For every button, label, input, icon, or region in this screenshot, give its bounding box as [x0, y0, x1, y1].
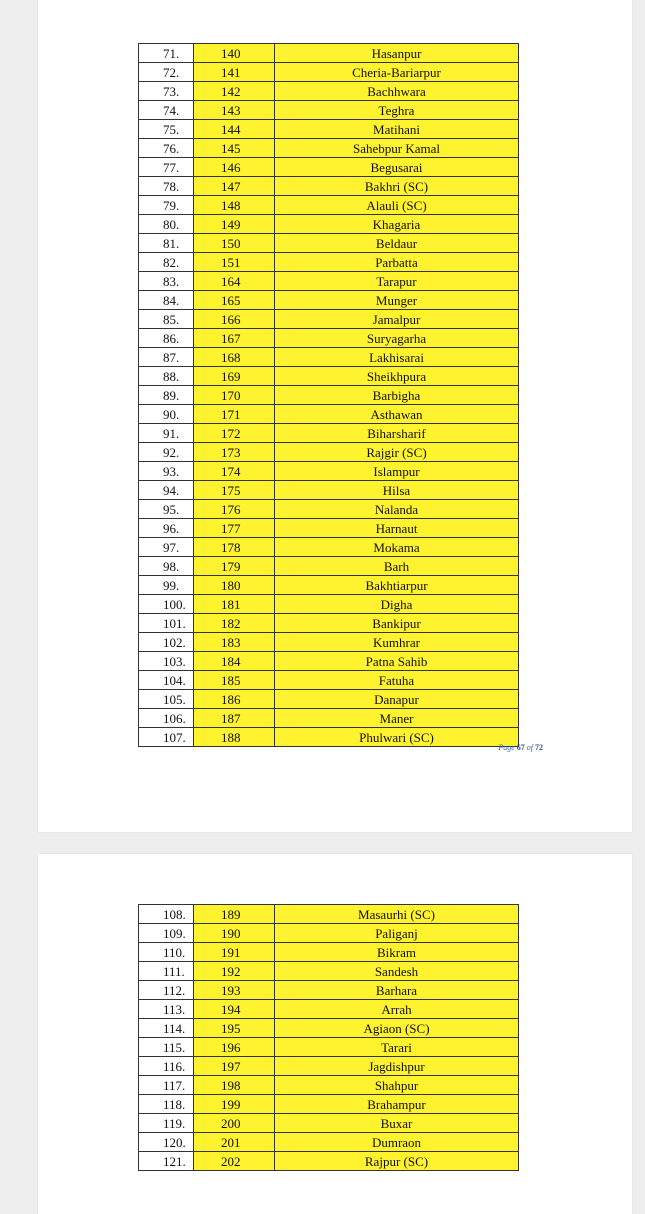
constituency-number-cell: 147 [194, 177, 275, 196]
constituency-number-cell: 190 [194, 924, 275, 943]
table-row [139, 1076, 519, 1095]
serial-number-cell: 118. [139, 1095, 194, 1114]
serial-number-cell: 86. [139, 329, 194, 348]
table-row [139, 1114, 519, 1133]
constituency-name-cell: Maner [275, 709, 519, 728]
constituency-name-cell: Danapur [275, 690, 519, 709]
constituency-number-cell: 197 [194, 1057, 275, 1076]
serial-number-cell: 119. [139, 1114, 194, 1133]
serial-number-cell: 102. [139, 633, 194, 652]
constituency-number-cell: 150 [194, 234, 275, 253]
constituency-name-cell: Biharsharif [275, 424, 519, 443]
constituency-number-cell: 187 [194, 709, 275, 728]
constituency-name-cell: Sheikhpura [275, 367, 519, 386]
constituency-name-cell: Tarari [275, 1038, 519, 1057]
table-row [139, 405, 519, 424]
constituency-number-cell: 194 [194, 1000, 275, 1019]
constituency-name-cell: Sahebpur Kamal [275, 139, 519, 158]
table-row [139, 481, 519, 500]
constituency-number-cell: 188 [194, 728, 275, 747]
constituency-number-cell: 173 [194, 443, 275, 462]
constituency-name-cell: Cheria-Bariarpur [275, 63, 519, 82]
total-page-count: 72 [535, 743, 543, 752]
table-row [139, 595, 519, 614]
serial-number-cell: 75. [139, 120, 194, 139]
table-row [139, 310, 519, 329]
constituency-number-cell: 174 [194, 462, 275, 481]
constituency-number-cell: 182 [194, 614, 275, 633]
serial-number-cell: 78. [139, 177, 194, 196]
table-row [139, 101, 519, 120]
table-row [139, 905, 519, 924]
constituency-name-cell: Suryagarha [275, 329, 519, 348]
constituency-number-cell: 176 [194, 500, 275, 519]
table-row [139, 367, 519, 386]
table-row [139, 614, 519, 633]
constituency-name-cell: Hilsa [275, 481, 519, 500]
table-row [139, 538, 519, 557]
table-row [139, 1152, 519, 1171]
constituency-name-cell: Barbigha [275, 386, 519, 405]
serial-number-cell: 73. [139, 82, 194, 101]
constituency-name-cell: Jamalpur [275, 310, 519, 329]
serial-number-cell: 87. [139, 348, 194, 367]
constituency-name-cell: Begusarai [275, 158, 519, 177]
constituency-number-cell: 198 [194, 1076, 275, 1095]
table-row [139, 981, 519, 1000]
serial-number-cell: 106. [139, 709, 194, 728]
constituency-name-cell: Dumraon [275, 1133, 519, 1152]
serial-number-cell: 104. [139, 671, 194, 690]
serial-number-cell: 120. [139, 1133, 194, 1152]
table-row [139, 253, 519, 272]
serial-number-cell: 72. [139, 63, 194, 82]
constituency-name-cell: Arrah [275, 1000, 519, 1019]
constituency-name-cell: Tarapur [275, 272, 519, 291]
constituency-number-cell: 193 [194, 981, 275, 1000]
serial-number-cell: 96. [139, 519, 194, 538]
constituency-name-cell: Bikram [275, 943, 519, 962]
serial-number-cell: 80. [139, 215, 194, 234]
constituency-number-cell: 149 [194, 215, 275, 234]
serial-number-cell: 95. [139, 500, 194, 519]
constituency-number-cell: 202 [194, 1152, 275, 1171]
constituency-name-cell: Bachhwara [275, 82, 519, 101]
constituency-name-cell: Masaurhi (SC) [275, 905, 519, 924]
constituency-name-cell: Brahampur [275, 1095, 519, 1114]
table-row [139, 633, 519, 652]
constituency-number-cell: 191 [194, 943, 275, 962]
constituency-name-cell: Hasanpur [275, 44, 519, 63]
serial-number-cell: 83. [139, 272, 194, 291]
constituency-number-cell: 195 [194, 1019, 275, 1038]
constituency-name-cell: Sandesh [275, 962, 519, 981]
constituency-number-cell: 178 [194, 538, 275, 557]
serial-number-cell: 74. [139, 101, 194, 120]
constituency-name-cell: Lakhisarai [275, 348, 519, 367]
constituency-name-cell: Beldaur [275, 234, 519, 253]
constituency-name-cell: Islampur [275, 462, 519, 481]
constituency-number-cell: 196 [194, 1038, 275, 1057]
table-row [139, 272, 519, 291]
constituency-name-cell: Alauli (SC) [275, 196, 519, 215]
table-row [139, 386, 519, 405]
constituency-name-cell: Bankipur [275, 614, 519, 633]
table-row [139, 943, 519, 962]
constituency-number-cell: 177 [194, 519, 275, 538]
constituency-number-cell: 141 [194, 63, 275, 82]
constituency-name-cell: Harnaut [275, 519, 519, 538]
constituency-name-cell: Phulwari (SC) [275, 728, 519, 747]
constituency-number-cell: 166 [194, 310, 275, 329]
serial-number-cell: 115. [139, 1038, 194, 1057]
constituency-number-cell: 201 [194, 1133, 275, 1152]
table-row [139, 120, 519, 139]
serial-number-cell: 112. [139, 981, 194, 1000]
table-row [139, 576, 519, 595]
constituency-number-cell: 142 [194, 82, 275, 101]
serial-number-cell: 111. [139, 962, 194, 981]
constituency-number-cell: 167 [194, 329, 275, 348]
serial-number-cell: 82. [139, 253, 194, 272]
constituency-name-cell: Rajpur (SC) [275, 1152, 519, 1171]
table-row [139, 1057, 519, 1076]
constituency-number-cell: 180 [194, 576, 275, 595]
document-page-68 [38, 854, 632, 1214]
constituency-number-cell: 171 [194, 405, 275, 424]
table-row [139, 1000, 519, 1019]
table-row [139, 177, 519, 196]
table-row [139, 924, 519, 943]
constituency-number-cell: 199 [194, 1095, 275, 1114]
serial-number-cell: 76. [139, 139, 194, 158]
constituency-name-cell: Asthawan [275, 405, 519, 424]
constituency-name-cell: Teghra [275, 101, 519, 120]
constituency-name-cell: Shahpur [275, 1076, 519, 1095]
constituency-table [138, 904, 519, 1171]
table-row [139, 1038, 519, 1057]
table-row [139, 139, 519, 158]
serial-number-cell: 109. [139, 924, 194, 943]
constituency-number-cell: 146 [194, 158, 275, 177]
table-row [139, 329, 519, 348]
serial-number-cell: 108. [139, 905, 194, 924]
serial-number-cell: 94. [139, 481, 194, 500]
constituency-number-cell: 184 [194, 652, 275, 671]
constituency-name-cell: Munger [275, 291, 519, 310]
serial-number-cell: 79. [139, 196, 194, 215]
constituency-number-cell: 143 [194, 101, 275, 120]
document-page-67 [38, 0, 632, 832]
constituency-name-cell: Bakhri (SC) [275, 177, 519, 196]
constituency-number-cell: 200 [194, 1114, 275, 1133]
serial-number-cell: 121. [139, 1152, 194, 1171]
constituency-number-cell: 179 [194, 557, 275, 576]
constituency-name-cell: Fatuha [275, 671, 519, 690]
constituency-name-cell: Matihani [275, 120, 519, 139]
constituency-name-cell: Barhara [275, 981, 519, 1000]
constituency-name-cell: Rajgir (SC) [275, 443, 519, 462]
page-number-footer [498, 743, 543, 752]
serial-number-cell: 85. [139, 310, 194, 329]
serial-number-cell: 81. [139, 234, 194, 253]
constituency-number-cell: 140 [194, 44, 275, 63]
constituency-name-cell: Paliganj [275, 924, 519, 943]
constituency-name-cell: Khagaria [275, 215, 519, 234]
constituency-name-cell: Barh [275, 557, 519, 576]
serial-number-cell: 114. [139, 1019, 194, 1038]
serial-number-cell: 92. [139, 443, 194, 462]
serial-number-cell: 110. [139, 943, 194, 962]
serial-number-cell: 88. [139, 367, 194, 386]
serial-number-cell: 117. [139, 1076, 194, 1095]
table-row [139, 424, 519, 443]
constituency-number-cell: 169 [194, 367, 275, 386]
constituency-number-cell: 172 [194, 424, 275, 443]
serial-number-cell: 103. [139, 652, 194, 671]
serial-number-cell: 101. [139, 614, 194, 633]
table-row [139, 728, 519, 747]
of-word: of [526, 743, 533, 752]
table-row [139, 462, 519, 481]
table-row [139, 519, 519, 538]
constituency-name-cell: Parbatta [275, 253, 519, 272]
constituency-name-cell: Agiaon (SC) [275, 1019, 519, 1038]
table-row [139, 557, 519, 576]
constituency-number-cell: 148 [194, 196, 275, 215]
table-row [139, 671, 519, 690]
current-page-number: 67 [516, 743, 525, 752]
constituency-name-cell: Patna Sahib [275, 652, 519, 671]
serial-number-cell: 113. [139, 1000, 194, 1019]
constituency-name-cell: Digha [275, 595, 519, 614]
constituency-number-cell: 181 [194, 595, 275, 614]
table-row [139, 234, 519, 253]
constituency-number-cell: 151 [194, 253, 275, 272]
constituency-number-cell: 164 [194, 272, 275, 291]
constituency-name-cell: Bakhtiarpur [275, 576, 519, 595]
table-row [139, 348, 519, 367]
constituency-number-cell: 183 [194, 633, 275, 652]
constituency-number-cell: 175 [194, 481, 275, 500]
constituency-number-cell: 192 [194, 962, 275, 981]
constituency-number-cell: 186 [194, 690, 275, 709]
constituency-name-cell: Nalanda [275, 500, 519, 519]
constituency-number-cell: 170 [194, 386, 275, 405]
constituency-number-cell: 145 [194, 139, 275, 158]
table-row [139, 196, 519, 215]
table-row [139, 1133, 519, 1152]
table-row [139, 82, 519, 101]
constituency-number-cell: 168 [194, 348, 275, 367]
table-row [139, 63, 519, 82]
table-row [139, 652, 519, 671]
table-row [139, 690, 519, 709]
constituency-name-cell: Kumhrar [275, 633, 519, 652]
table-row [139, 291, 519, 310]
serial-number-cell: 99. [139, 576, 194, 595]
table-row [139, 1019, 519, 1038]
serial-number-cell: 107. [139, 728, 194, 747]
constituency-number-cell: 165 [194, 291, 275, 310]
constituency-table [138, 43, 519, 747]
constituency-table-body [139, 905, 519, 1171]
serial-number-cell: 91. [139, 424, 194, 443]
serial-number-cell: 77. [139, 158, 194, 177]
constituency-number-cell: 189 [194, 905, 275, 924]
constituency-name-cell: Mokama [275, 538, 519, 557]
serial-number-cell: 90. [139, 405, 194, 424]
serial-number-cell: 98. [139, 557, 194, 576]
table-row [139, 215, 519, 234]
constituency-number-cell: 185 [194, 671, 275, 690]
table-row [139, 443, 519, 462]
table-row [139, 500, 519, 519]
table-row [139, 1095, 519, 1114]
serial-number-cell: 71. [139, 44, 194, 63]
table-row [139, 158, 519, 177]
page-word: Page [498, 743, 515, 752]
serial-number-cell: 84. [139, 291, 194, 310]
table-row [139, 44, 519, 63]
constituency-number-cell: 144 [194, 120, 275, 139]
table-row [139, 962, 519, 981]
constituency-name-cell: Buxar [275, 1114, 519, 1133]
serial-number-cell: 100. [139, 595, 194, 614]
serial-number-cell: 97. [139, 538, 194, 557]
serial-number-cell: 89. [139, 386, 194, 405]
constituency-table-body [139, 44, 519, 747]
serial-number-cell: 105. [139, 690, 194, 709]
serial-number-cell: 93. [139, 462, 194, 481]
constituency-name-cell: Jagdishpur [275, 1057, 519, 1076]
table-row [139, 709, 519, 728]
serial-number-cell: 116. [139, 1057, 194, 1076]
